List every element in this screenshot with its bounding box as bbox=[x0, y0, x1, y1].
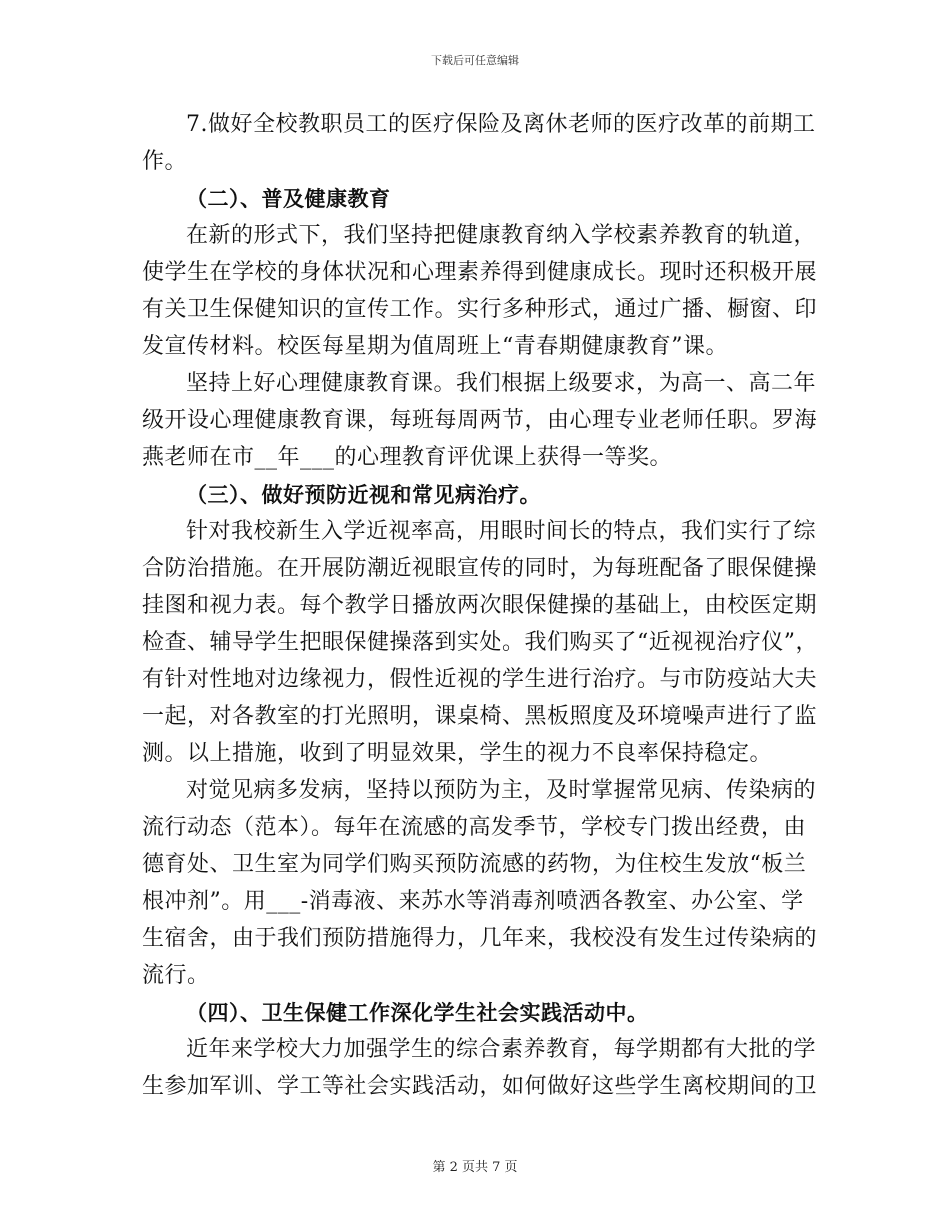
paragraph-line: 德育处、卫生室为同学们购买预防流感的药物，为住校生发放“板兰 bbox=[142, 852, 807, 877]
paragraph-line: 一起，对各教室的打光照明，课桌椅、黑板照度及环境噪声进行了监 bbox=[142, 704, 818, 729]
page-footer-number: 第 2 页共 7 页 bbox=[432, 1160, 518, 1175]
paragraph-line: 近年来学校大力加强学生的综合素养教育，每学期都有大批的学 bbox=[186, 1037, 817, 1062]
paragraph-line: 作。 bbox=[142, 149, 188, 174]
paragraph-line: 级开设心理健康教育课，每班每周两节，由心理专业老师任职。罗海 bbox=[142, 408, 818, 433]
paragraph-line: 流行动态（范本）。每年在流感的高发季节，学校专门拨出经费，由 bbox=[142, 815, 807, 840]
paragraph-line: 在新的形式下，我们坚持把健康教育纳入学校素养教育的轨道， bbox=[186, 223, 817, 248]
paragraph-line: 对觉见病多发病，坚持以预防为主，及时掌握常见病、传染病的 bbox=[186, 778, 817, 803]
paragraph-line: 燕老师在市__年___的心理教育评优课上获得一等奖。 bbox=[142, 445, 673, 470]
paragraph-line: 测。以上措施，收到了明显效果，学生的视力不良率保持稳定。 bbox=[142, 741, 773, 766]
section-heading: （四）、卫生保健工作深化学生社会实践活动中。 bbox=[186, 1000, 649, 1025]
section-heading: （二）、普及健康教育 bbox=[186, 186, 391, 211]
paragraph-line: 生宿舍，由于我们预防措施得力，几年来，我校没有发生过传染病的 bbox=[142, 926, 818, 951]
paragraph-line: 挂图和视力表。每个教学日播放两次眼保健操的基础上，由校医定期 bbox=[142, 593, 818, 618]
paragraph-line: 针对我校新生入学近视率高，用眼时间长的特点，我们实行了综 bbox=[186, 519, 817, 544]
document-body bbox=[142, 106, 818, 1105]
paragraph-line: 有关卫生保健知识的宣传工作。实行多种形式，通过广播、橱窗、印 bbox=[142, 297, 818, 322]
paragraph-line: 检查、辅导学生把眼保健操落到实处。我们购买了“近视视治疗仪”， bbox=[142, 630, 818, 655]
paragraph-line: 发宣传材料。校医每星期为值周班上“青春期健康教育”课。 bbox=[142, 334, 728, 359]
page-header-note: 下载后可任意编辑 bbox=[431, 54, 519, 67]
paragraph-line: 坚持上好心理健康教育课。我们根据上级要求，为高一、高二年 bbox=[186, 371, 817, 396]
paragraph-line: 生参加军训、学工等社会实践活动，如何做好这些学生离校期间的卫 bbox=[142, 1074, 818, 1099]
paragraph-line: 流行。 bbox=[142, 963, 210, 988]
paragraph-line: 根冲剂”。用___-消毒液、来苏水等消毒剂喷洒各教室、办公室、学 bbox=[142, 889, 804, 914]
paragraph-line: 7.做好全校教职员工的医疗保险及离休老师的医疗改革的前期工 bbox=[186, 112, 816, 137]
paragraph-line: 有针对性地对边缘视力，假性近视的学生进行治疗。与市防疫站大夫 bbox=[142, 667, 818, 692]
paragraph-line: 使学生在学校的身体状况和心理素养得到健康成长。现时还积极开展 bbox=[142, 260, 818, 285]
section-heading: （三）、做好预防近视和常见病治疗。 bbox=[186, 482, 541, 507]
paragraph-line: 合防治措施。在开展防潮近视眼宣传的同时，为每班配备了眼保健操 bbox=[142, 556, 818, 581]
